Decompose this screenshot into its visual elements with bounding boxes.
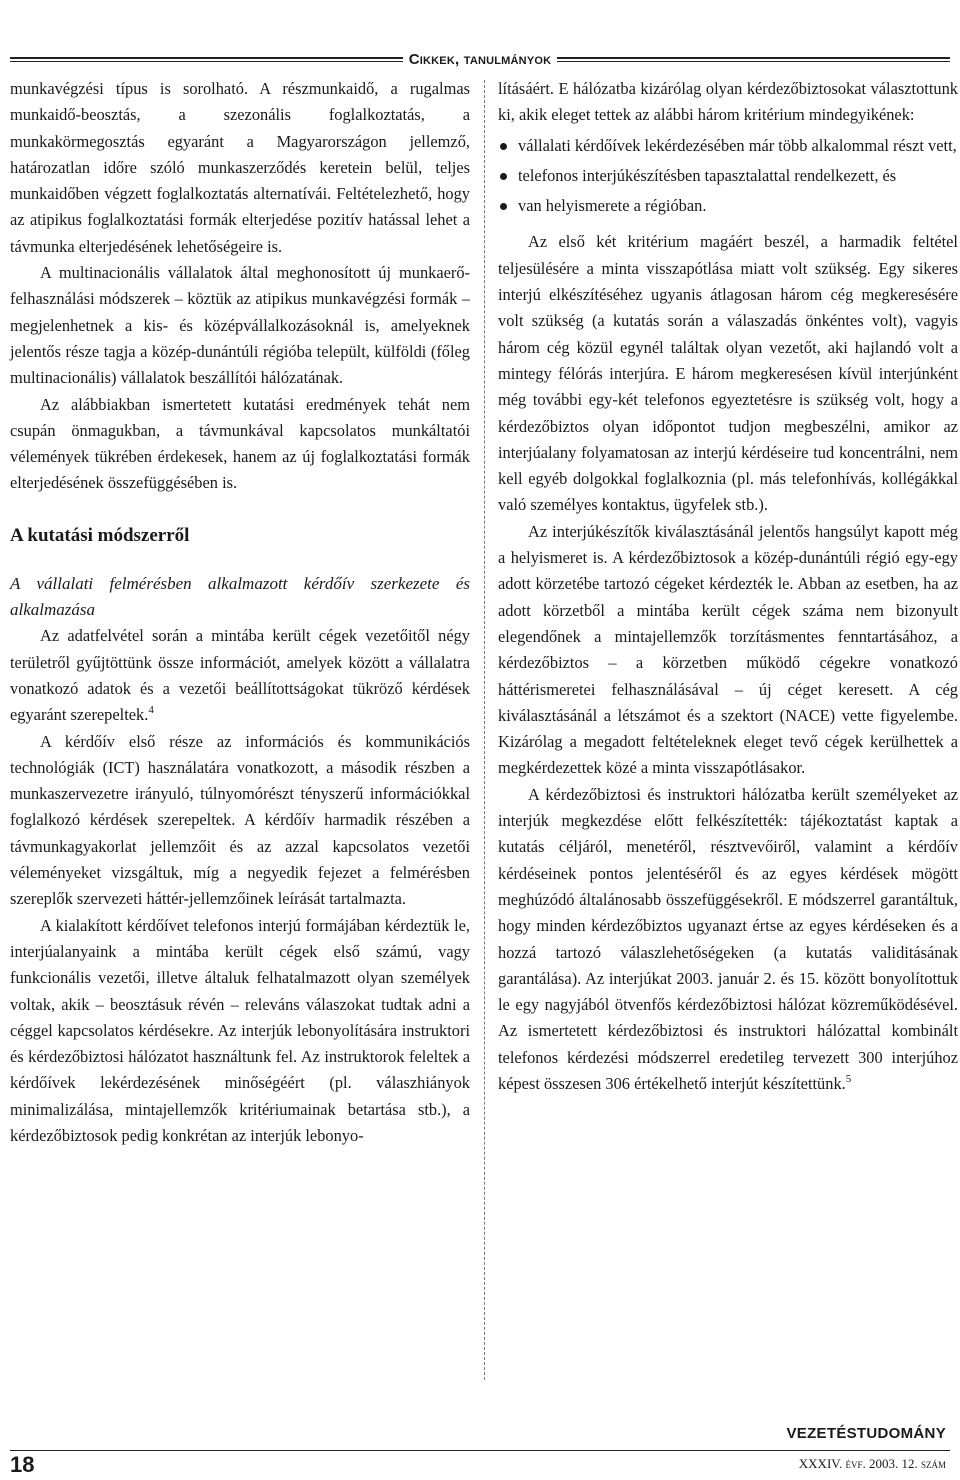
footnote-ref[interactable]: 4 xyxy=(148,704,154,717)
section-title: Cikkek, tanulmányok xyxy=(408,50,552,68)
paragraph: Az interjúkészítők kiválasztásánál jelentős hangsúlyt kapott még a helyismeret is. A kérdezőbiztosok a közép-dunántúli régió egy-egy adott körzetébe tartozó cégeket kérdezték le. Abban az esetben, ha az adott körzetből a mintába került cégek száma nem bizonyult elegendőnek a mintajellemzők torzításmentes fenntartásához, a kérdezőbiztos – a körzetben működő cégekre vonatkozó háttérismeretei felhasználásával – új céget keresett. A cég kiválasztásánál a létszámot és a szektort (NACE) vette figyelembe. Kizárólag a megadott feltételeknek eleget tevő cégek kerülhettek a megkérdezettek közé a minta visszapótlásakor. xyxy=(498,521,958,778)
header-rule-left xyxy=(10,57,403,62)
paragraph: A kialakított kérdőívet telefonos interjú formájában kérdeztük le, interjúalanyaink a mintába került cégek első számú, vagy funkcionális vezetői, illetve általuk felhatalmazott olyan személyek voltak, akik – beosztásuk révén – releváns válaszokat tudtak adni a céggel kapcsolatos kérdésekre. Az interjúk lebonyolítására instruktori és kérdezőbiztosi hálózatot használtunk fel. Az instruktorok feleltek a kérdőívek lekérdezésének minőségéért (pl. válaszhiányok minimalizálása, mintajellemzők kritériumainak betartása stb.), a kérdezőbiztosok pedig konkrétan az interjúk lebonyo- xyxy=(10,915,470,1145)
column-divider xyxy=(484,80,485,1380)
section-heading: A kutatási módszerről xyxy=(10,524,190,546)
list-item: van helyismerete a régióban. xyxy=(498,193,958,219)
paragraph xyxy=(10,623,470,728)
paragraph: munkavégzési típus is sorolható. A részmunkaidő, a rugalmas munkaidő-beosztás, a szezonális foglalkoztatás, a munkakörmegosztás egyaránt a Magyarországon jellemző, határozatlan időre szóló munkaszerződés keretein belül, teljes munkaidőben végzett foglalkoztatás alternatívái. Feltételezhető, hogy az atipikus foglalkoztatási formák elterjedése pozitív hatással lehet a távmunka elterjedésének lehetőségeire is. xyxy=(10,79,470,256)
right-column xyxy=(498,76,958,1097)
issue-info: XXXIV. évf. 2003. 12. szám xyxy=(798,1456,946,1471)
paragraph xyxy=(498,782,958,1098)
paragraph: lításáért. E hálózatba kizárólag olyan kérdezőbiztosokat választottunk ki, akik eleget tettek az alábbi három kritérium mindegyikének: xyxy=(498,79,958,125)
list-item: vállalati kérdőívek lekérdezésében már több alkalommal részt vett, xyxy=(498,133,958,159)
running-header xyxy=(10,48,950,70)
footnote-ref[interactable]: 5 xyxy=(845,1072,852,1085)
subsection-heading: A vállalati felmérésben alkalmazott kérdőív szerkezete és alkalmazása xyxy=(10,573,470,620)
paragraph: A multinacionális vállalatok által meghonosított új munkaerő-felhasználási módszerek – köztük az atipikus munkavégzési formák – megjelenhetnek a kis- és középvállalkozásoknál is, amelyeknek jelentős része tagja a közép-dunántúli régióba települt, külföldi (főleg multinacionális) vállalatok beszállítói hálózatának. xyxy=(10,263,470,388)
header-rule-right xyxy=(557,57,950,62)
footer-rule xyxy=(10,1450,950,1451)
paragraph: A kérdőív első része az információs és kommunikációs technológiák (ICT) használatára vonatkozott, a második részben a munkaszervezetre irányuló, túlnyomórészt tényszerű információkkal foglalkozó kérdések szerepeltek. A kérdőív harmadik részében a távmunkagyakorlat jellemzőit és az azzal kapcsolatos vezetői véleményeket vizsgáltuk, míg a negyedik fejezet a felmérésben szereplők szervezeti háttér-jellemzőinek leírását tartalmazta. xyxy=(10,731,470,909)
criteria-list xyxy=(498,133,958,220)
paragraph: Az első két kritérium magáért beszél, a harmadik feltétel teljesülésére a minta visszapótlása miatt volt szükség. Egy sikeres interjú elkészítéséhez ugyanis átlagosan három cég megkeresésére volt szükség (a kutatás során a válaszadás önkéntes volt), vagyis három cég közül egynél találtak olyan vezetőt, aki hajlandó volt a mintegy félórás interjúra. E három megkeresésen kívül interjúnként még további egy-két telefonos egyeztetésre is szükség volt, hogy a kérdezőbiztos olyan időpontot tudjon megbeszélni, amikor az interjúalany folyamatosan az interjú kérdéseire tud koncentrálni, nem kell egyéb dolgokkal foglalkoznia (pl. más telefonhívás, kollégákkal való személyes kontaktus, ügyfelek stb.). xyxy=(498,232,958,515)
paragraph-text: Az adatfelvétel során a mintába került cégek vezetőitől négy területről gyűjtöttünk össze információt, amelyek között a vállalatra vonatkozó adatok és a vezetői beállítottságokat tükröző kérdések egyaránt szerepeltek. xyxy=(10,626,470,725)
left-column xyxy=(10,76,470,1149)
paragraph-text: A kérdezőbiztosi és instruktori hálózatba került személyeket az interjúk megkezdése előtt felkészítették: tájékoztatást kaptak a kutatás céljáról, menetéről, résztvevőiről, valamint a kérdőív kérdéseinek pontos jelentéséről és az egyes kérdések mögött meghúzódó általánosabb összefüggésekről. E módszerrel garantáltuk, hogy minden kérdezőbiztos ugyanazt értse az egyes kérdéseken és a hozzá tartozó válaszlehetőségeken (a kutatás validitásának garantálása). Az interjúkat 2003. január 2. és 15. között bonyolítottuk le egy nagyjából ötvenfős kérdezőbiztosi hálózat közreműködésével. Az ismertetett kérdezőbiztosi és instruktori hálózattal kombinált telefonos kérdezési módszerrel eredetileg tervezett 300 interjúhoz képest összesen 306 értékelhető interjút készítettünk. xyxy=(498,784,958,1093)
list-item: telefonos interjúkészítésben tapasztalattal rendelkezett, és xyxy=(498,163,958,189)
page-number: 18 xyxy=(10,1452,35,1477)
paragraph: Az alábbiakban ismertetett kutatási eredmények tehát nem csupán önmagukban, a távmunkával kapcsolatos munkáltatói vélemények tükrében érdekesek, hanem az új foglalkoztatási formák elterjedésének összefüggésében is. xyxy=(10,394,470,493)
journal-name: VEZETÉSTUDOMÁNY xyxy=(786,1425,946,1442)
